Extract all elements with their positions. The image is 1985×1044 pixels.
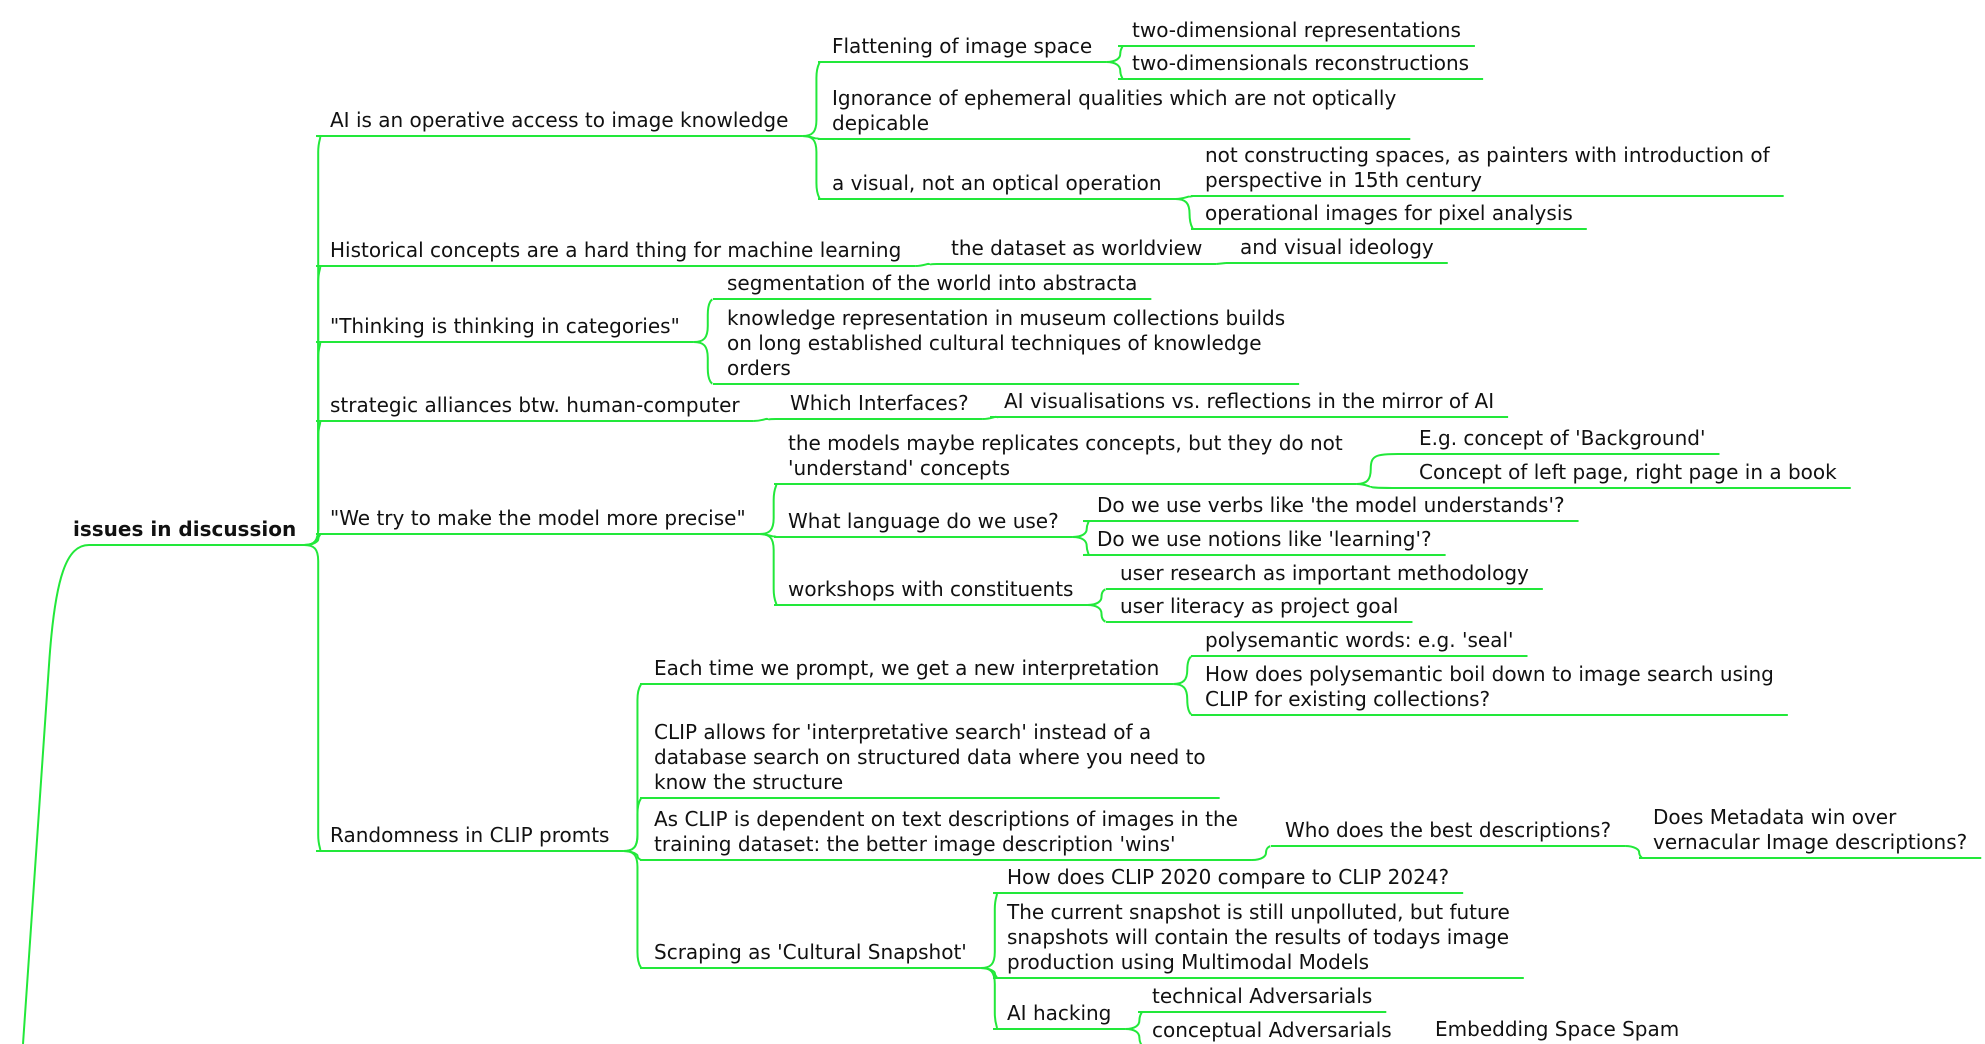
node-text-line: and visual ideology [1240,235,1434,259]
branch-connector [760,534,777,605]
node-text-line: Each time we prompt, we get a new interpretation [654,656,1160,680]
node-concept-background [1419,426,1705,451]
node-text-line: What language do we use? [788,509,1059,533]
node-text-line: 'understand' concepts [788,456,1010,480]
node-user-literacy [1120,594,1398,619]
node-text-line: polysemantic words: e.g. 'seal' [1205,628,1514,652]
node-text-line: strategic alliances btw. human-computer [330,393,740,417]
node-not-constructing-spaces [1205,143,1770,193]
node-new-interpretation [654,656,1159,681]
node-ai-operative-access [330,108,788,133]
node-text-line: user research as important methodology [1120,561,1529,585]
node-operational-images [1205,201,1573,226]
node-text-line: segmentation of the world into abstracta [727,271,1138,295]
node-notions-learning [1097,527,1432,552]
branch-connector [304,421,320,545]
node-clip-2020-2024 [1007,865,1449,890]
node-left-right-page [1419,460,1837,485]
node-verbs-model-understands [1097,493,1565,518]
branch-connector [1106,62,1122,79]
branch-connector [1125,1012,1141,1029]
node-conceptual-adversarials [1152,1018,1392,1043]
node-ai-visualisations [1004,389,1494,414]
branch-connector [915,264,937,266]
node-text-line: production using Multimodal Models [1007,950,1370,974]
node-model-more-precise [330,506,746,531]
node-text-line: workshops with constituents [788,577,1074,601]
branch-connector [1173,684,1191,715]
node-polysemantic-image-search [1205,662,1774,712]
node-text-line: Flattening of image space [832,34,1093,58]
node-ignorance-ephemeral [832,86,1396,136]
node-text-line: Do we use notions like 'learning'? [1097,527,1432,551]
node-text-line: Randomness in CLIP promts [330,823,610,847]
node-text-line: snapshots will contain the results of todays image [1007,925,1510,949]
node-best-descriptions [1285,818,1611,843]
node-unpolluted-snapshot [1007,900,1510,975]
node-text-line: conceptual Adversarials [1152,1018,1392,1042]
node-text-line: training dataset: the better image description 'wins' [654,832,1176,856]
node-text-line: two-dimensional representations [1132,18,1461,42]
node-text-line: not constructing spaces, as painters with introduction of [1205,143,1770,167]
node-embedding-space-spam [1435,1017,1679,1042]
node-text-line: Scraping as 'Cultural Snapshot' [654,940,967,964]
node-visual-not-optical [832,171,1162,196]
branch-connector [760,484,777,534]
node-models-replicate-concepts [788,431,1343,481]
node-text-line: operational images for pixel analysis [1205,201,1573,225]
branch-connector [1216,263,1226,264]
node-polysemantic-words [1205,628,1514,653]
node-text-line: AI is an operative access to image knowledge [330,108,789,132]
node-text-line: Does Metadata win over [1653,805,1897,829]
node-text-line: Which Interfaces? [790,391,969,415]
node-text-line: know the structure [654,770,844,794]
node-strategic-alliances [330,393,740,418]
node-text-line: How does polysemantic boil down to image search using [1205,662,1774,686]
node-which-interfaces [790,391,969,416]
node-text-line: "Thinking is thinking in categories" [330,314,680,338]
node-dataset-worldview [951,236,1202,261]
branch-connector [1173,656,1191,684]
node-thinking-categories [330,314,680,339]
node-workshops-constituents [788,577,1073,602]
node-text-line: AI visualisations vs. reflections in the mirror of AI [1004,389,1495,413]
node-text-line: Ignorance of ephemeral qualities which are not optically [832,86,1397,110]
branch-connector [1357,484,1405,488]
node-text-line: a visual, not an optical operation [832,171,1162,195]
node-two-dimensional-representations [1132,18,1461,43]
node-text-line: The current snapshot is still unpolluted, but future [1007,900,1510,924]
branch-connector [1176,199,1193,229]
node-text-line: CLIP for existing collections? [1205,687,1491,711]
node-knowledge-representation [727,306,1285,381]
node-flattening-image-space [832,34,1092,59]
node-text-line: Historical concepts are a hard thing for machine learning [330,238,902,262]
node-text-line: How does CLIP 2020 compare to CLIP 2024? [1007,865,1450,889]
node-randomness-clip [330,823,609,848]
root-node: issues in discussion [73,517,297,541]
node-text-line: E.g. concept of 'Background' [1419,426,1706,450]
node-cultural-snapshot [654,940,967,965]
branch-connector [1087,589,1106,605]
branch-connector [304,545,320,851]
node-text-line: the dataset as worldview [951,236,1203,260]
branch-connector [1106,46,1122,62]
node-technical-adversarials [1152,984,1372,1009]
branch-connector [623,851,641,968]
node-text-line: perspective in 15th century [1205,168,1483,192]
branch-connector [1357,454,1405,484]
node-text-line: Concept of left page, right page in a book [1419,460,1837,484]
node-text-line: "We try to make the model more precise" [330,506,746,530]
branch-connector [802,62,819,136]
branch-connector [981,968,997,1029]
branch-connector [1073,537,1089,555]
node-text-line: As CLIP is dependent on text descriptions of images in the [654,807,1238,831]
branch-connector [1125,1029,1141,1044]
node-text-line: knowledge representation in museum collections builds [727,306,1286,330]
branch-connector [694,299,713,342]
node-text-line: technical Adversarials [1152,984,1373,1008]
node-text-line: user literacy as project goal [1120,594,1399,618]
branch-connector [694,342,713,384]
node-text-line: vernacular Image descriptions? [1653,830,1968,854]
branch-connector [802,136,819,199]
root-branch-line [23,545,304,1044]
branch-connector [981,893,997,968]
node-text-line: Who does the best descriptions? [1285,818,1612,842]
branch-connector [1625,846,1642,858]
node-text-line: Do we use verbs like 'the model understands'? [1097,493,1565,517]
branch-connector [754,419,776,421]
node-text-line: database search on structured data where you need to [654,745,1206,769]
node-metadata-vs-vernacular [1653,805,1967,855]
node-text-line: CLIP allows for 'interpretative search' instead of a [654,720,1152,744]
node-text-line: AI hacking [1007,1001,1112,1025]
branch-connector [1073,521,1089,537]
node-two-dimensionals-reconstructions [1132,51,1469,76]
node-text-line: orders [727,356,791,380]
node-visual-ideology [1240,235,1434,260]
node-ai-hacking [1007,1001,1111,1026]
node-interpretative-search [654,720,1206,795]
node-historical-concepts [330,238,901,263]
node-what-language [788,509,1059,534]
node-user-research [1120,561,1529,586]
node-text-line: two-dimensionals reconstructions [1132,51,1470,75]
node-segmentation-abstracta [727,271,1137,296]
node-text-line: depicable [832,111,930,135]
branch-connector [1087,605,1106,622]
node-text-line: the models maybe replicates concepts, but they do not [788,431,1343,455]
node-text-line: on long established cultural techniques of knowledge [727,331,1262,355]
branch-connector [623,798,641,851]
node-text-descriptions [654,807,1238,857]
branch-connector [1252,846,1271,860]
branch-connector [983,417,998,419]
node-text-line: Embedding Space Spam [1435,1017,1680,1041]
